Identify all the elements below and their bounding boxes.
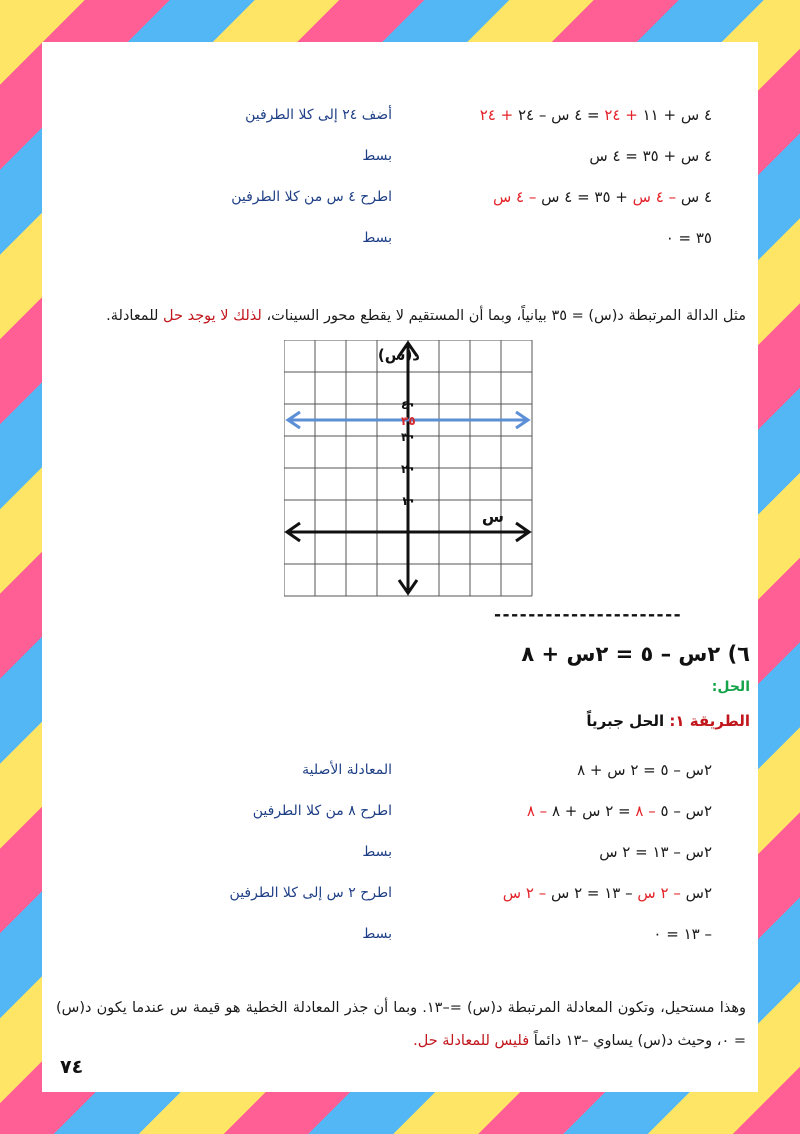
problem-equation: ٢س – ٥ = ٢س + ٨ bbox=[521, 642, 721, 666]
equation-term-highlight: – ٤ س bbox=[632, 188, 677, 206]
equation-term-highlight: – ٢ س bbox=[637, 884, 681, 902]
method-heading bbox=[586, 712, 750, 730]
equation-term: – ١٣ = ٢ س bbox=[546, 884, 638, 902]
equation-term-highlight: – ٢ س bbox=[502, 884, 547, 902]
y-tick-label: ٢٠ bbox=[401, 462, 416, 476]
equation-term: + ٣٥ = ٤ س bbox=[536, 188, 633, 206]
equation-term: = ٤ س – ٢٤ bbox=[513, 106, 605, 124]
equation-term: ٢س – ٥ bbox=[655, 802, 712, 820]
equation-term: ٣٥ = ٠ bbox=[665, 229, 712, 247]
steps_bottom-step-row bbox=[42, 919, 758, 949]
textbook-page bbox=[42, 42, 758, 1092]
separator: ---------------------- bbox=[494, 605, 683, 625]
steps_top-step-row bbox=[42, 100, 758, 130]
paragraph-tail: للمعادلة. bbox=[106, 308, 164, 324]
steps_top-step-row bbox=[42, 223, 758, 253]
step-note: أضف ٢٤ إلى كلا الطرفين bbox=[245, 107, 392, 123]
paragraph-conclusion bbox=[56, 992, 746, 1058]
steps_bottom-step-row bbox=[42, 755, 758, 785]
constant-line-label: ٣٥ bbox=[401, 414, 416, 428]
equation bbox=[412, 919, 712, 949]
graph-constant-line bbox=[288, 412, 528, 428]
equation bbox=[412, 878, 712, 908]
y-axis-label: د(س) bbox=[377, 346, 420, 364]
steps_bottom-step-row bbox=[42, 837, 758, 867]
equation-term: – ١٣ = ٠ bbox=[653, 925, 712, 943]
equation bbox=[412, 223, 712, 253]
problem-number: ٦) bbox=[727, 642, 750, 666]
equation-term: ٤ س + ٣٥ = ٤ س bbox=[589, 147, 712, 165]
equation-term: ٢س – ٥ = ٢ س + ٨ bbox=[577, 761, 712, 779]
equation-term-highlight: + ٢٤ bbox=[479, 106, 514, 124]
equation-term: = ٢ س + ٨ bbox=[547, 802, 636, 820]
problem-heading bbox=[521, 642, 750, 666]
page-number: ٧٤ bbox=[60, 1056, 84, 1078]
equation-term-highlight: – ٨ bbox=[526, 802, 548, 820]
equation bbox=[412, 837, 712, 867]
paragraph-text: مثل الدالة المرتبطة د(س) = ٣٥ بيانياً، وبما أن المستقيم لا يقطع محور السينات، bbox=[261, 308, 746, 324]
paragraph-highlight: فليس للمعادلة حل. bbox=[413, 1033, 530, 1049]
steps_top-step-row bbox=[42, 182, 758, 212]
method-title: الحل جبرياً bbox=[586, 712, 665, 730]
y-tick-label: ١٠ bbox=[401, 494, 416, 508]
equation bbox=[412, 182, 712, 212]
steps_top-step-row bbox=[42, 141, 758, 171]
solution-label: الحل: bbox=[711, 679, 750, 695]
step-note: بسط bbox=[362, 926, 392, 942]
x-axis-label: س bbox=[481, 507, 504, 526]
y-tick-label: ٤٠ bbox=[401, 398, 416, 412]
equation-term-highlight: + ٢٤ bbox=[604, 106, 638, 124]
step-note: بسط bbox=[362, 230, 392, 246]
paragraph-text: وهذا مستحيل، وتكون المعادلة المرتبطة د(س) =–١٣. وبما أن جذر المعادلة الخطية هو قيمة س عندما يكون د(س) = ٠، وحيث د(س) يساوي –١٣ دائماً bbox=[56, 1000, 746, 1049]
equation bbox=[412, 755, 712, 785]
step-note: بسط bbox=[362, 148, 392, 164]
method-label: الطريقة ١: bbox=[669, 712, 750, 730]
step-note: المعادلة الأصلية bbox=[302, 762, 392, 778]
equation-term: ٢س – ١٣ = ٢ س bbox=[599, 843, 712, 861]
step-note: اطرح ٤ س من كلا الطرفين bbox=[231, 189, 392, 205]
step-note: بسط bbox=[362, 844, 392, 860]
function-graph bbox=[284, 340, 534, 600]
equation bbox=[412, 100, 712, 130]
steps_bottom-step-row bbox=[42, 796, 758, 826]
equation-term: ٢س bbox=[680, 884, 712, 902]
y-tick-label: ٣٠ bbox=[401, 430, 416, 444]
equation bbox=[412, 796, 712, 826]
equation-term: ٤ س bbox=[676, 188, 712, 206]
equation bbox=[412, 141, 712, 171]
paragraph-no-solution bbox=[56, 300, 746, 333]
equation-term: ٤ س + ١١ bbox=[637, 106, 712, 124]
step-note: اطرح ٢ س إلى كلا الطرفين bbox=[229, 885, 392, 901]
step-note: اطرح ٨ من كلا الطرفين bbox=[252, 803, 392, 819]
equation-term-highlight: – ٤ س bbox=[492, 188, 537, 206]
paragraph-highlight: لذلك لا يوجد حل bbox=[163, 308, 262, 324]
steps_bottom-step-row bbox=[42, 878, 758, 908]
equation-term-highlight: – ٨ bbox=[635, 802, 656, 820]
